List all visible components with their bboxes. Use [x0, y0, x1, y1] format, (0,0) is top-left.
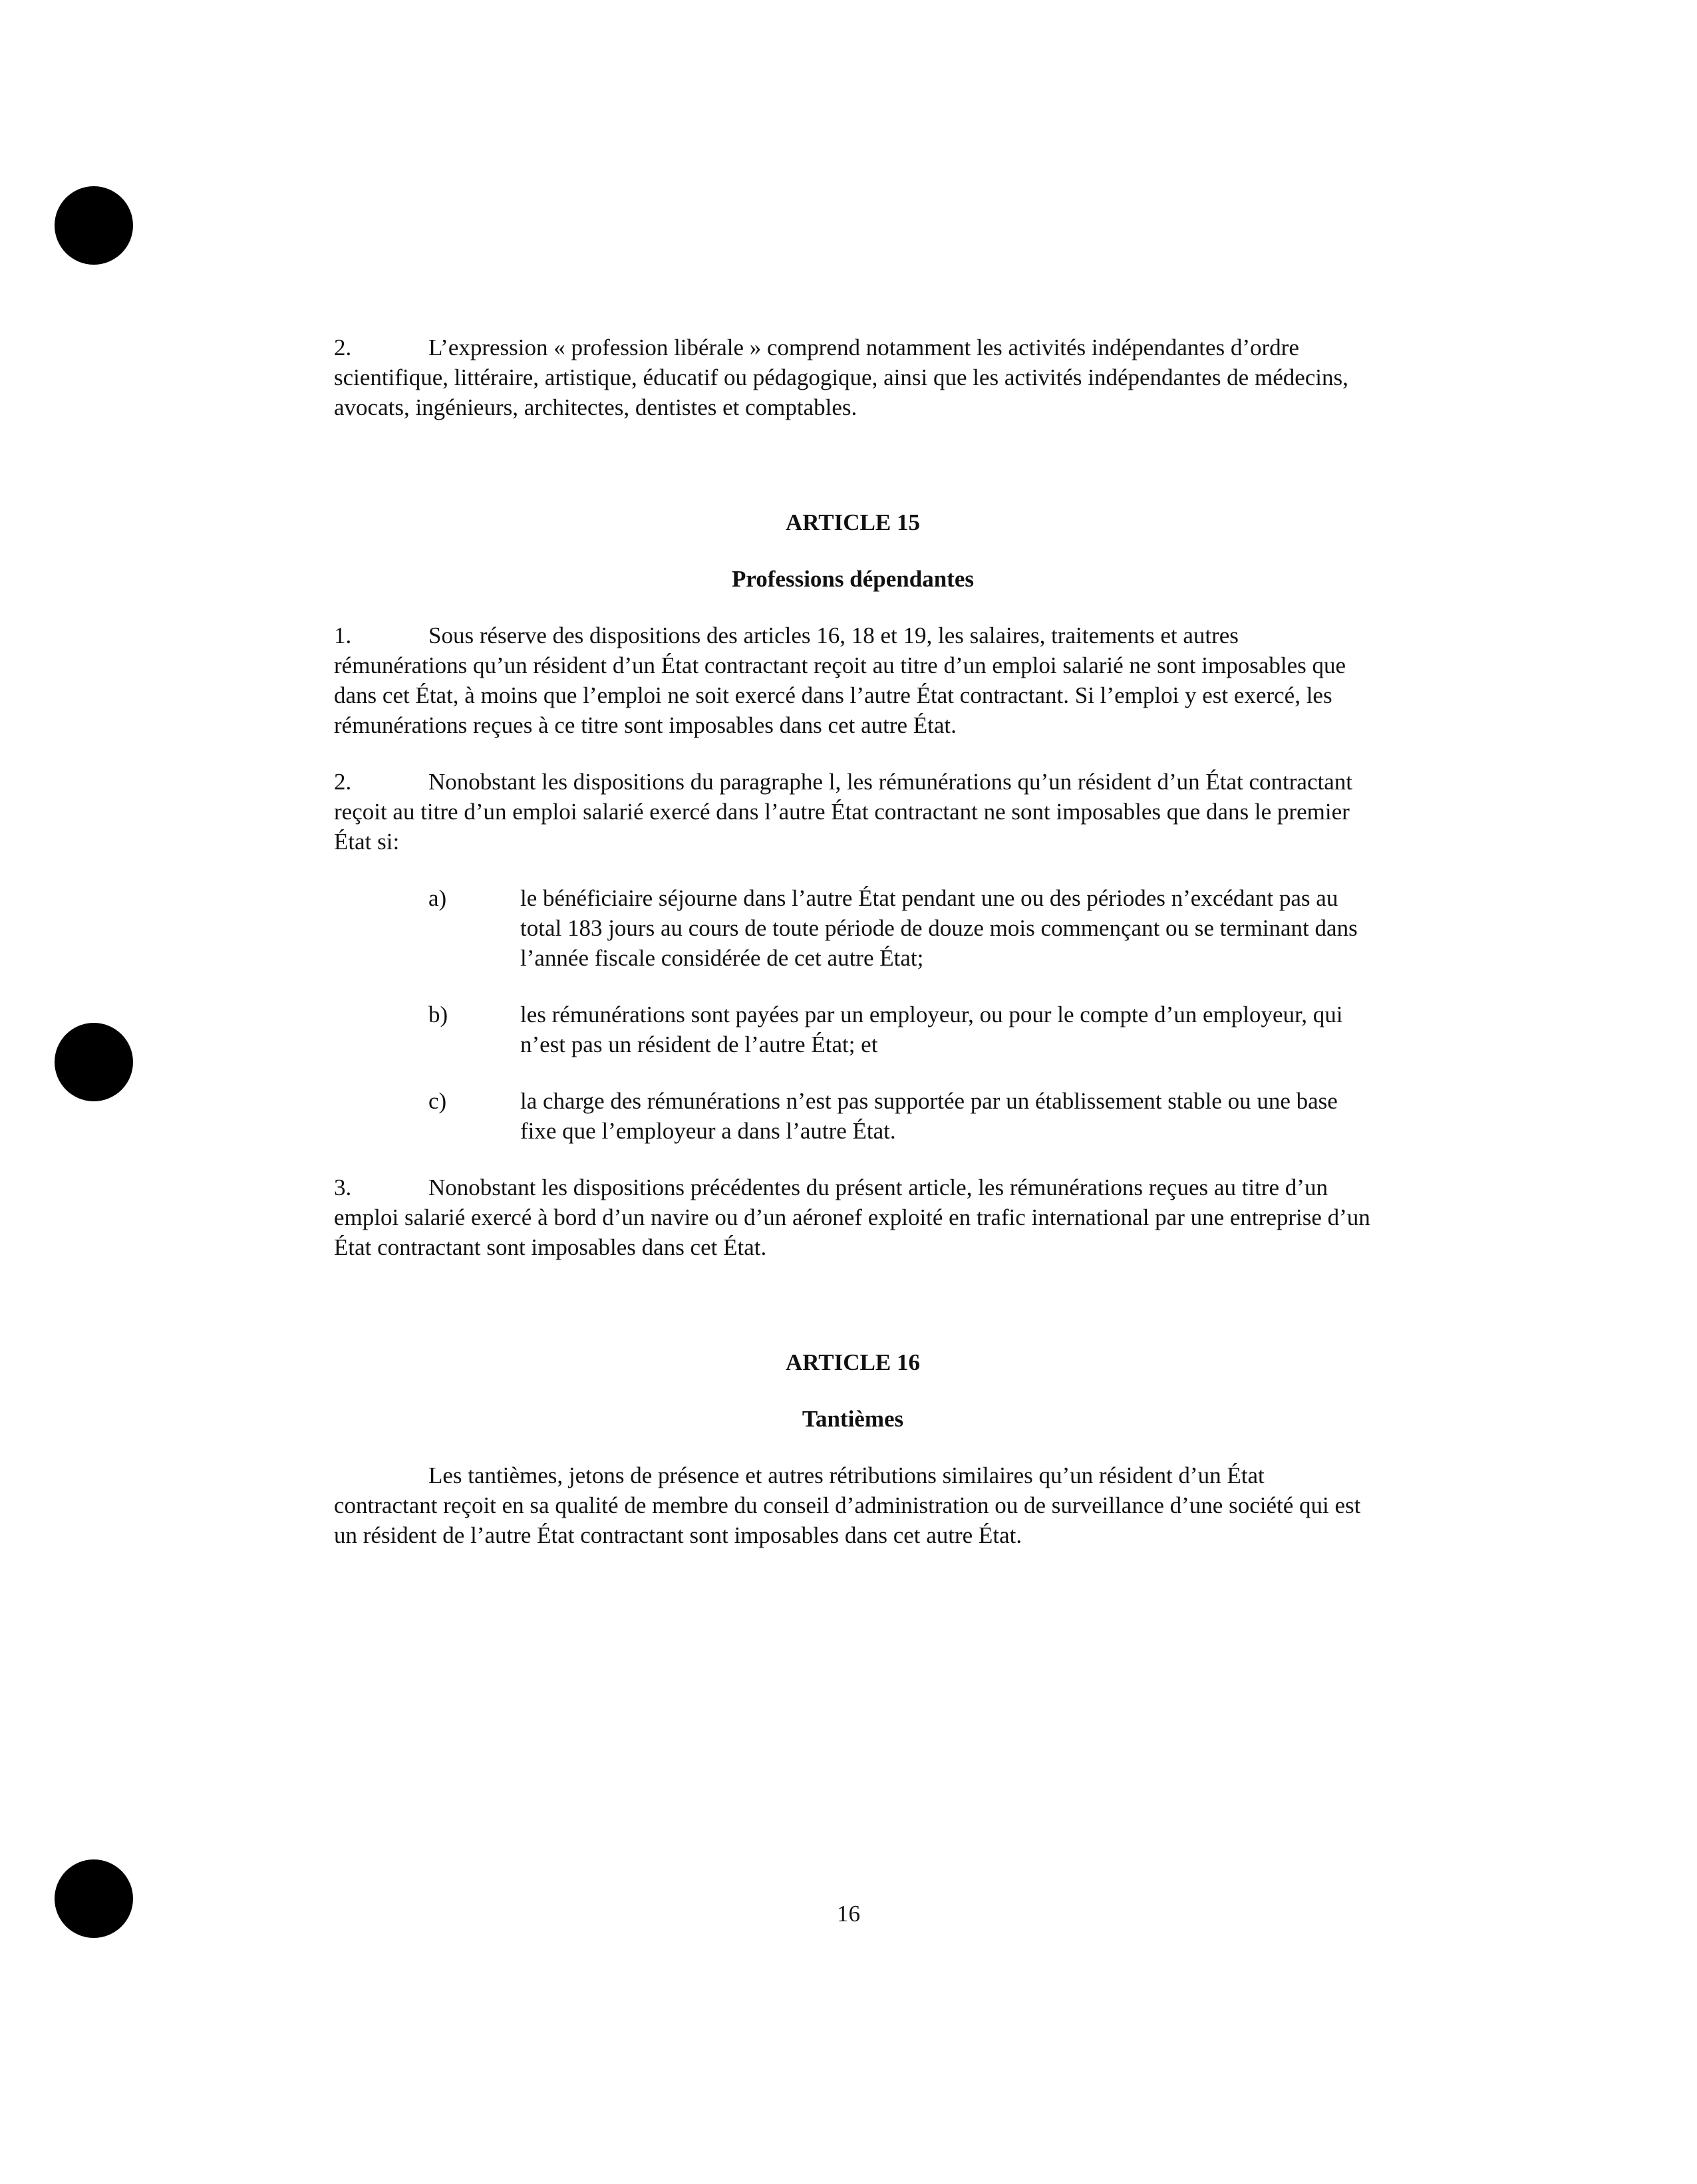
list-item-label: c) [428, 1088, 447, 1114]
list-item [428, 1000, 1372, 1059]
list-item [428, 1086, 1372, 1146]
paragraph-15-1 [334, 620, 1372, 740]
paragraph-text: L’expression « profession libérale » comprend notamment les activités indépendantes d’ordre scientifique, littéraire, artistique, éducatif ou pédagogique, ainsi que les activités indépendantes de médecins, avocats, ingénieurs, architectes, dentistes et comptables. [334, 335, 1348, 420]
list-item-label: b) [428, 1002, 448, 1027]
list-item-label: a) [428, 885, 447, 911]
paragraph-16 [334, 1460, 1372, 1550]
punch-hole-middle [55, 1023, 133, 1101]
paragraph-number: 3. [334, 1174, 352, 1200]
paragraph-text: Nonobstant les dispositions du paragraphe l, les rémunérations qu’un résident d’un État contractant reçoit au titre d’un emploi salarié exercé dans l’autre État contractant ne sont imposables que dans le premier État si: [334, 769, 1352, 855]
list-item-text: le bénéficiaire séjourne dans l’autre État pendant une ou des périodes n’excédant pas au total 183 jours au cours de toute période de douze mois commençant ou se terminant dans l’année fiscale considérée de cet autre État; [520, 885, 1358, 971]
punch-hole-top [55, 186, 133, 265]
list-item-text: les rémunérations sont payées par un employeur, ou pour le compte d’un employeur, qui n’est pas un résident de l’autre État; et [520, 1002, 1343, 1057]
paragraph-number: 2. [334, 769, 352, 795]
article-15-subheading: Professions dépendantes [732, 566, 974, 592]
article-16-subheading: Tantièmes [802, 1406, 904, 1432]
paragraph-14-2 [334, 333, 1372, 422]
page-number: 16 [837, 1901, 860, 1927]
list-item [428, 883, 1372, 973]
paragraph-number: 2. [334, 335, 352, 360]
document-body [334, 333, 1372, 1550]
paragraph-number: 1. [334, 622, 352, 648]
paragraph-text: Nonobstant les dispositions précédentes du présent article, les rémunérations reçues au titre d’un emploi salarié exercé à bord d’un navire ou d’un aéronef exploité en trafic international par une entreprise d’un État contractant sont imposables dans cet État. [334, 1174, 1370, 1260]
paragraph-text: Sous réserve des dispositions des articles 16, 18 et 19, les salaires, traitements et autres rémunérations qu’un résident d’un État contractant reçoit au titre d’un emploi salarié ne sont imposables que dans cet État, à moins que l’emploi ne soit exercé dans l’autre État contractant. Si l’emploi y est exercé, les rémunérations reçues à ce titre sont imposables dans cet autre État. [334, 622, 1346, 738]
paragraph-15-3 [334, 1172, 1372, 1262]
list-item-text: la charge des rémunérations n’est pas supportée par un établissement stable ou une base fixe que l’employeur a dans l’autre État. [520, 1088, 1338, 1144]
paragraph-15-2 [334, 767, 1372, 857]
article-16-heading: ARTICLE 16 [785, 1349, 920, 1375]
article-15-heading: ARTICLE 15 [785, 509, 920, 535]
paragraph-text: Les tantièmes, jetons de présence et autres rétributions similaires qu’un résident d’un État contractant reçoit en sa qualité de membre du conseil d’administration ou de surveillance d’une société qui est un résident de l’autre État contractant sont imposables dans cet autre État. [334, 1462, 1361, 1548]
